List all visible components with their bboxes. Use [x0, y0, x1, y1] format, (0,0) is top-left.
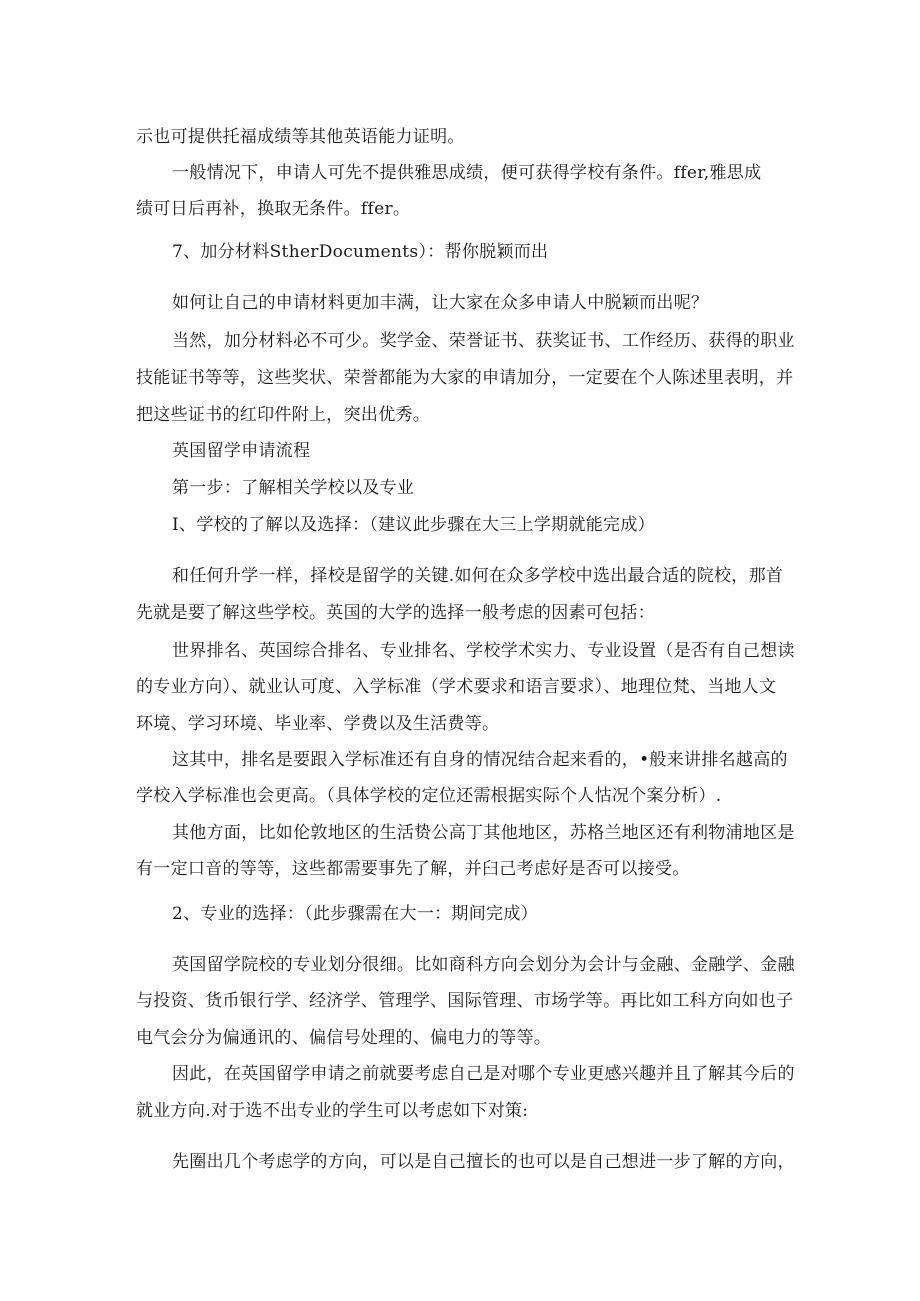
paragraph-line: 把这些证书的红印件附上，突出优秀。	[136, 405, 431, 425]
paragraph-line: 与投资、货币银行学、经济学、管理学、国际管理、市场学等。再比如工科方向如也子	[136, 991, 794, 1011]
paragraph-line: 当然，加分材料必不可少。奖学金、荣誉证书、获奖证书、工作经历、获得的职业	[172, 331, 795, 351]
paragraph-line: 一般情况下，申请人可先不提供雅思成绩，便可获得学校有条件。ffer,雅思成	[172, 163, 762, 183]
paragraph-line: 的专业方向）、就业认可度、入学标准（学术要求和语言要求）、地理位梵、当地人文	[136, 677, 777, 697]
section-heading: 英国留学申请流程	[172, 441, 311, 461]
paragraph-line: 学校入学标准也会更高。（具体学校的定位还需根据实际个人怙况个案分析）.	[136, 786, 722, 806]
paragraph-line: 先圈出几个考虑学的方向，可以是自己擅长的也可以是自己想进一步了解的方向，	[172, 1152, 795, 1172]
paragraph-line: 和任何升学一样，择校是留学的关键.如何在众多学校中选出最合适的院校，那首	[172, 566, 784, 586]
paragraph-line: 就业方向.对于选不出专业的学生可以考虑如下对策:	[136, 1101, 529, 1121]
paragraph-line: 如何让自己的申请材料更加丰满，让大家在众多申请人中脱颖而出呢？	[172, 293, 709, 313]
paragraph-line: 这其中，排名是要跟入学标准还有自身的情况结合起来看的，•般来讲排名越高的	[172, 750, 788, 770]
paragraph-line: 因此，在英国留学申请之前就要考虑自己是对哪个专业更感兴趣并且了解其今后的	[172, 1064, 795, 1084]
paragraph-line: 其他方面，比如伦敦地区的生活贽公高丁其他地区，苏格兰地区还有利物浦地区是	[172, 823, 795, 843]
section-heading: 第一步：了解相关学校以及专业	[172, 478, 415, 498]
section-heading: 7、加分材料StherDocuments）：帮你脱颖而出	[172, 242, 549, 262]
paragraph-line: 世界排名、英国综合排名、专业排名、学校学术实力、专业设置（是否有自己想读	[172, 641, 795, 661]
section-heading: I、学校的了解以及选择：（建议此步骤在大三上学期就能完成）	[172, 515, 655, 535]
paragraph-line: 电气会分为偏通讯的、偏信号处理的、偏电力的等等。	[136, 1028, 552, 1048]
paragraph-line: 英国留学院校的专业划分很细。比如商科方向会划分为会计与金融、金融学、金融	[172, 955, 795, 975]
paragraph-line: 绩可日后再补，换取无条件。ffer。	[136, 199, 411, 219]
paragraph-line: 环境、学习环境、毕业率、学费以及生活费等。	[136, 714, 500, 734]
paragraph-line: 示也可提供托福成绩等其他英语能力证明。	[136, 127, 465, 147]
section-heading: 2、专业的选择：（此步骤需在大一：期间完成）	[172, 904, 538, 924]
paragraph-line: 先就是要了解这些学校。英国的大学的选择一般考虑的因素可包括：	[136, 603, 655, 623]
paragraph-line: 有一定口音的等等，这些都需要事先了解，并臼己考虑好是否可以接受。	[136, 859, 690, 879]
paragraph-line: 技能证书等等，这些奖状、荣誉都能为大家的申请加分，一定要在个人陈述里表明，并	[136, 368, 794, 388]
